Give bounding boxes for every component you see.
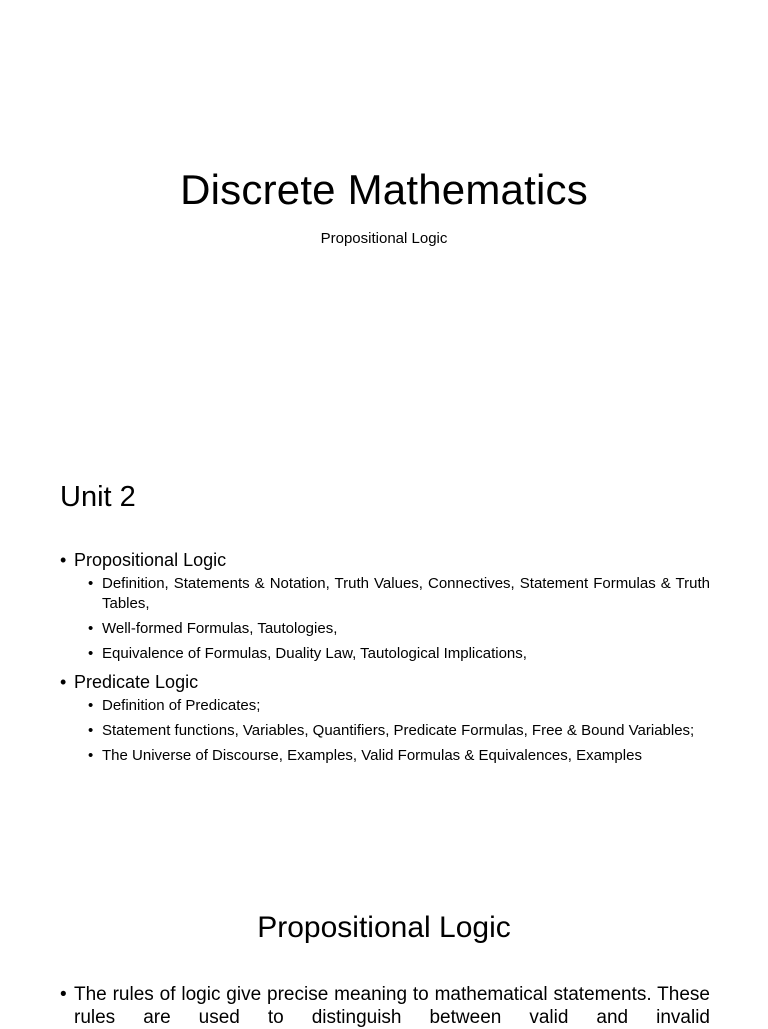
sub-bullet-list	[88, 696, 710, 766]
unit-heading: Unit 2	[60, 481, 136, 513]
sub-bullet-list	[88, 574, 710, 664]
section-heading: Propositional Logic	[257, 911, 511, 944]
sub-bullet-item: • Definition, Statements & Notation, Truth Values, Connectives, Statement Formulas & Truth Tables,	[88, 574, 710, 614]
sub-bullet-item: • Statement functions, Variables, Quantifiers, Predicate Formulas, Free & Bound Variables;	[88, 721, 710, 741]
bullet-item: • Propositional Logic	[60, 548, 710, 572]
unit-bullet-list	[60, 548, 710, 772]
slide-subtitle: Propositional Logic	[320, 230, 448, 247]
slide-propositional-logic	[0, 864, 768, 1028]
bullet-group-predicate	[60, 670, 710, 766]
slide-title	[0, 0, 768, 432]
sub-bullet-item: • Well-formed Formulas, Tautologies,	[88, 619, 710, 639]
sub-bullet-item: • Definition of Predicates;	[88, 696, 710, 716]
slide-title-heading: Discrete Mathematics	[180, 166, 588, 213]
bullet-item: • Predicate Logic	[60, 670, 710, 694]
sub-bullet-item: • Equivalence of Formulas, Duality Law, Tautological Implications,	[88, 644, 710, 664]
slide-unit-2	[0, 432, 768, 864]
bullet-group-propositional	[60, 548, 710, 664]
bullet-paragraph: • The rules of logic give precise meaning to mathematical statements. These rules are used to distinguish between valid and invalid	[60, 983, 710, 1029]
sub-bullet-item: • The Universe of Discourse, Examples, Valid Formulas & Equivalences, Examples	[88, 746, 710, 766]
